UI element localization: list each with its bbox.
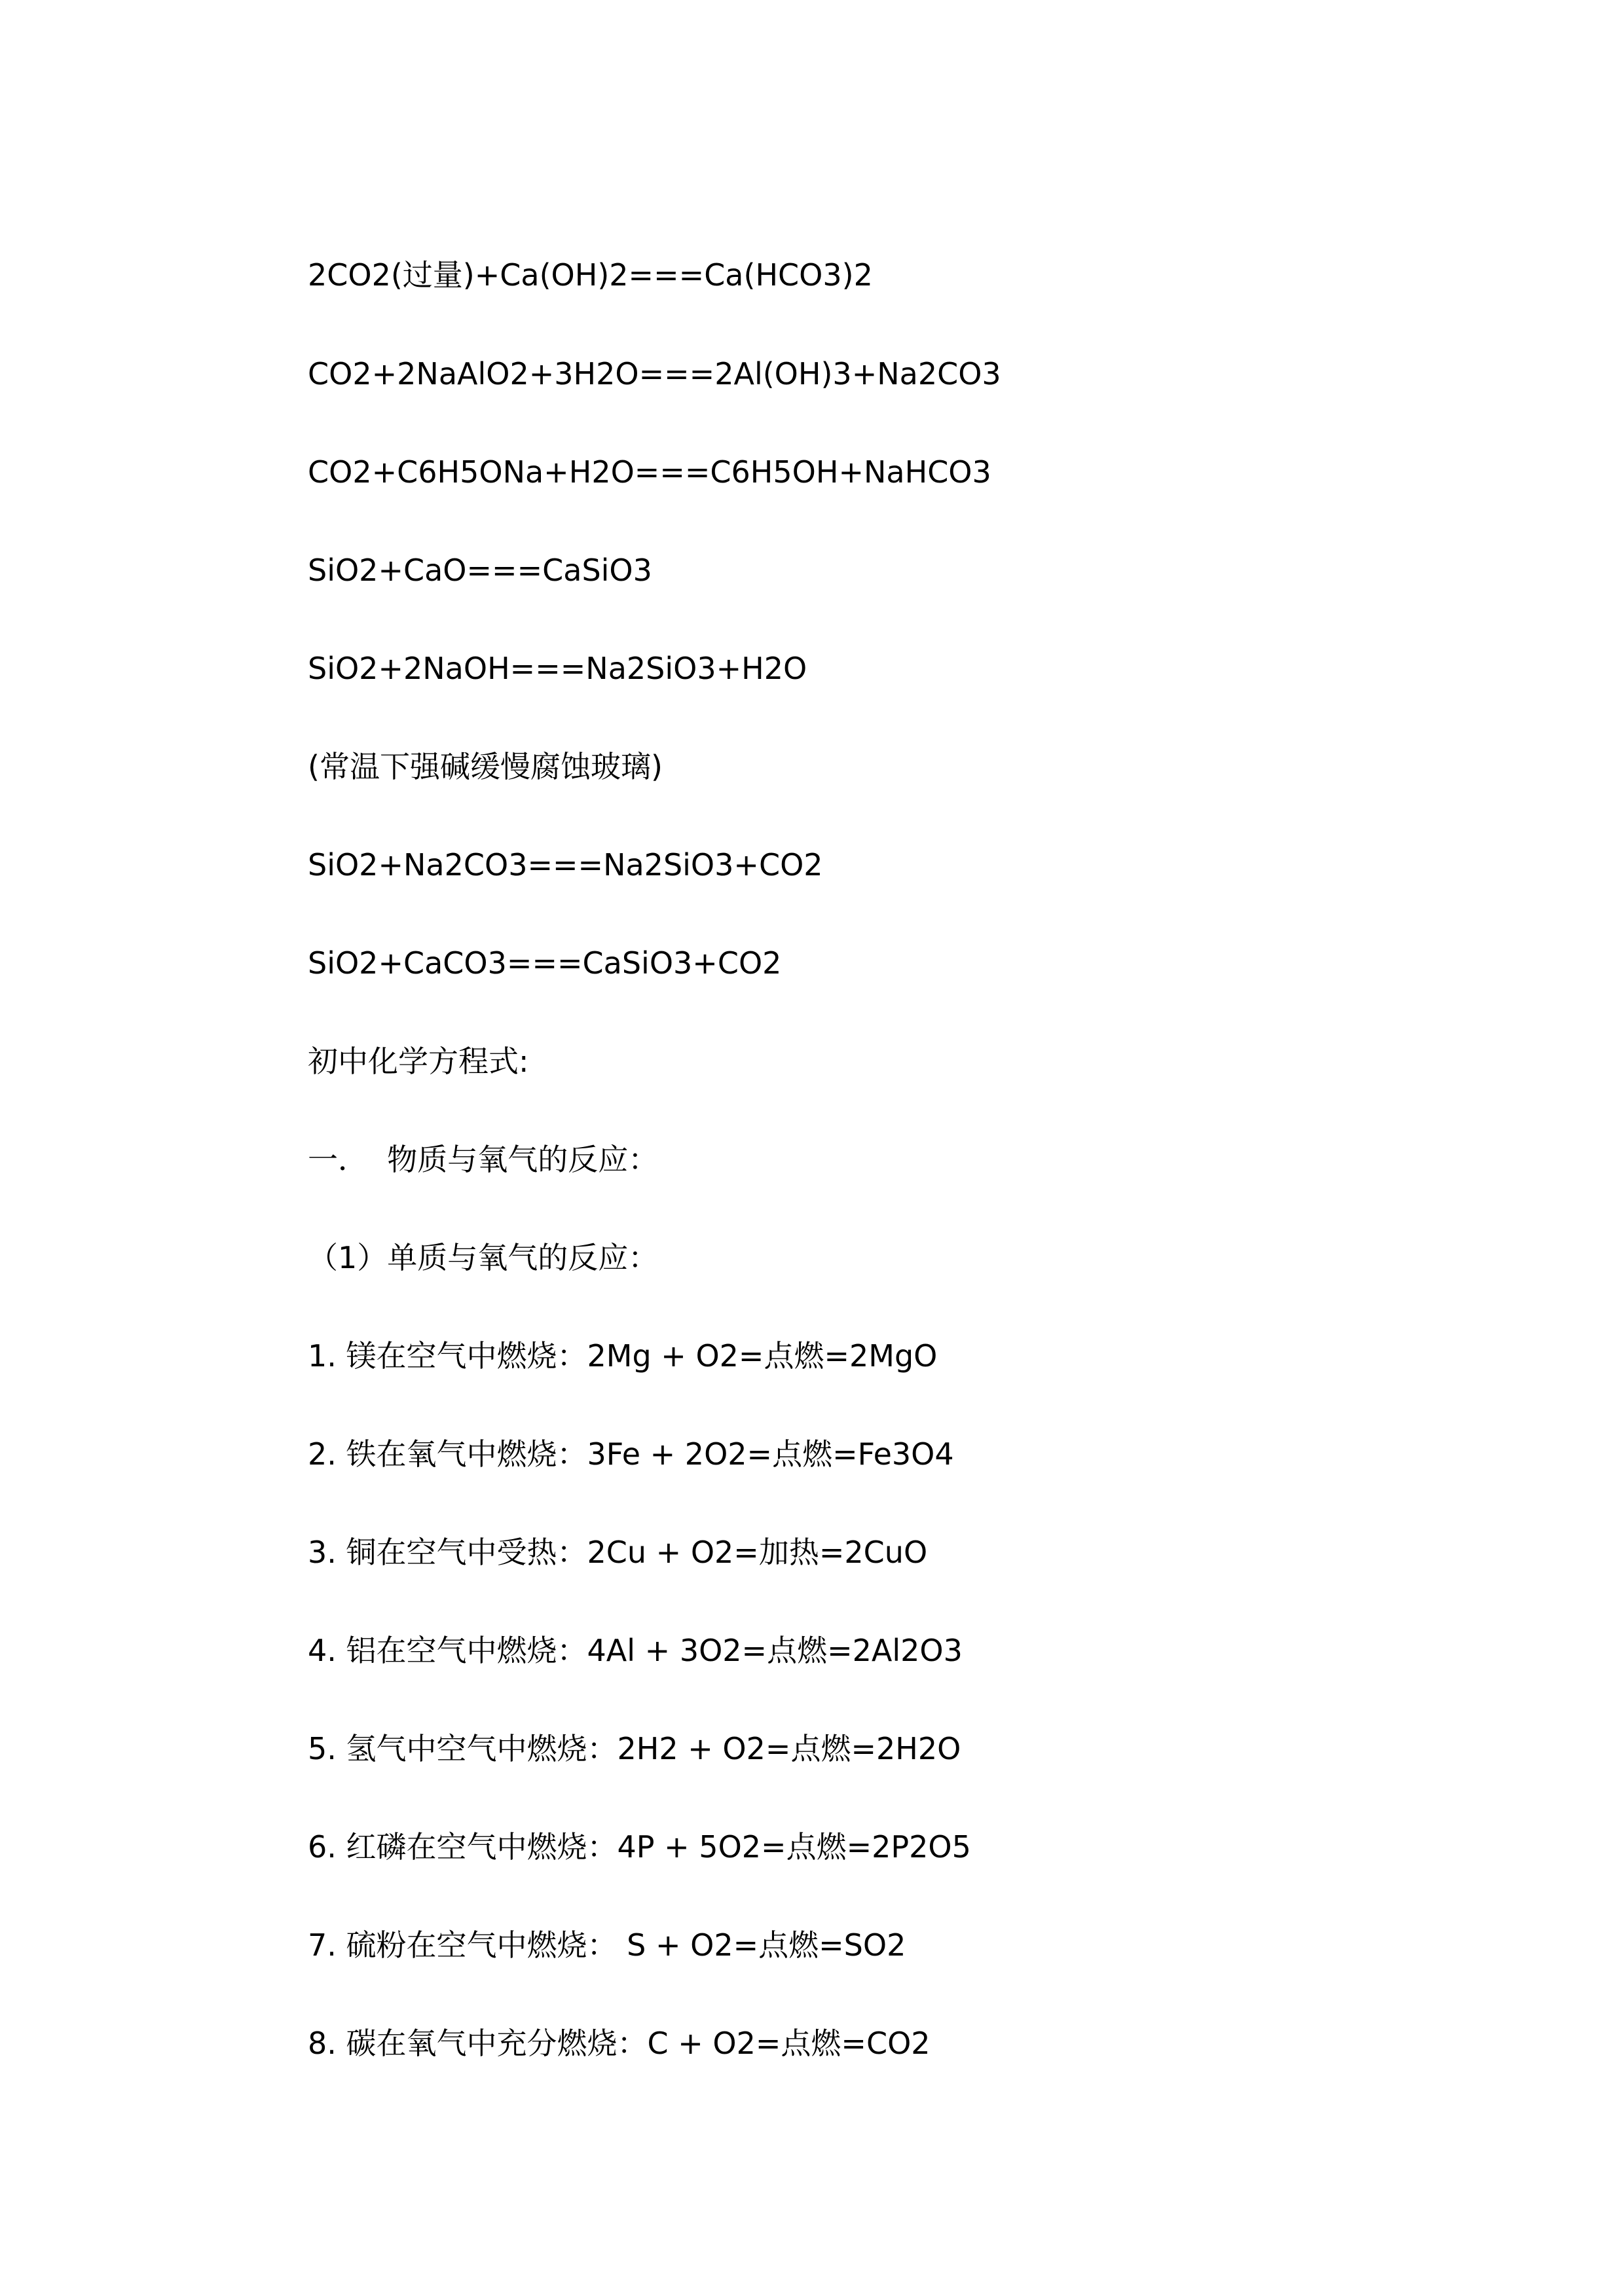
list-item: 6. 红磷在空气中燃烧：4P + 5O2=点燃=2P2O5 [308, 1829, 971, 1865]
list-item: 4. 铝在空气中燃烧：4Al + 3O2=点燃=2Al2O3 [308, 1633, 963, 1668]
list-item: 1. 镁在空气中燃烧：2Mg + O2=点燃=2MgO [308, 1338, 938, 1374]
list-item: 7. 硫粉在空气中燃烧： S + O2=点燃=SO2 [308, 1927, 906, 1963]
list-item: 2. 铁在氧气中燃烧：3Fe + 2O2=点燃=Fe3O4 [308, 1436, 954, 1472]
equation-line: SiO2+CaO===CaSiO3 [308, 553, 652, 588]
list-item: 3. 铜在空气中受热：2Cu + O2=加热=2CuO [308, 1535, 928, 1570]
list-item: 5. 氢气中空气中燃烧：2H2 + O2=点燃=2H2O [308, 1731, 961, 1766]
section-heading: 初中化学方程式: [308, 1044, 529, 1079]
subsection-heading: （1）单质与氧气的反应： [308, 1240, 659, 1275]
list-item: 8. 碳在氧气中充分燃烧：C + O2=点燃=CO2 [308, 2026, 931, 2061]
equation-line: CO2+2NaAlO2+3H2O===2Al(OH)3+Na2CO3 [308, 356, 1001, 392]
subsection-heading: 一． 物质与氧气的反应： [308, 1142, 659, 1177]
equation-line: CO2+C6H5ONa+H2O===C6H5OH+NaHCO3 [308, 454, 991, 490]
equation-line: SiO2+CaCO3===CaSiO3+CO2 [308, 945, 782, 981]
note-line: (常温下强碱缓慢腐蚀玻璃) [308, 749, 663, 784]
equation-line: SiO2+Na2CO3===Na2SiO3+CO2 [308, 847, 823, 883]
equation-line: 2CO2(过量)+Ca(OH)2===Ca(HCO3)2 [308, 257, 873, 293]
equation-line: SiO2+2NaOH===Na2SiO3+H2O [308, 651, 807, 686]
